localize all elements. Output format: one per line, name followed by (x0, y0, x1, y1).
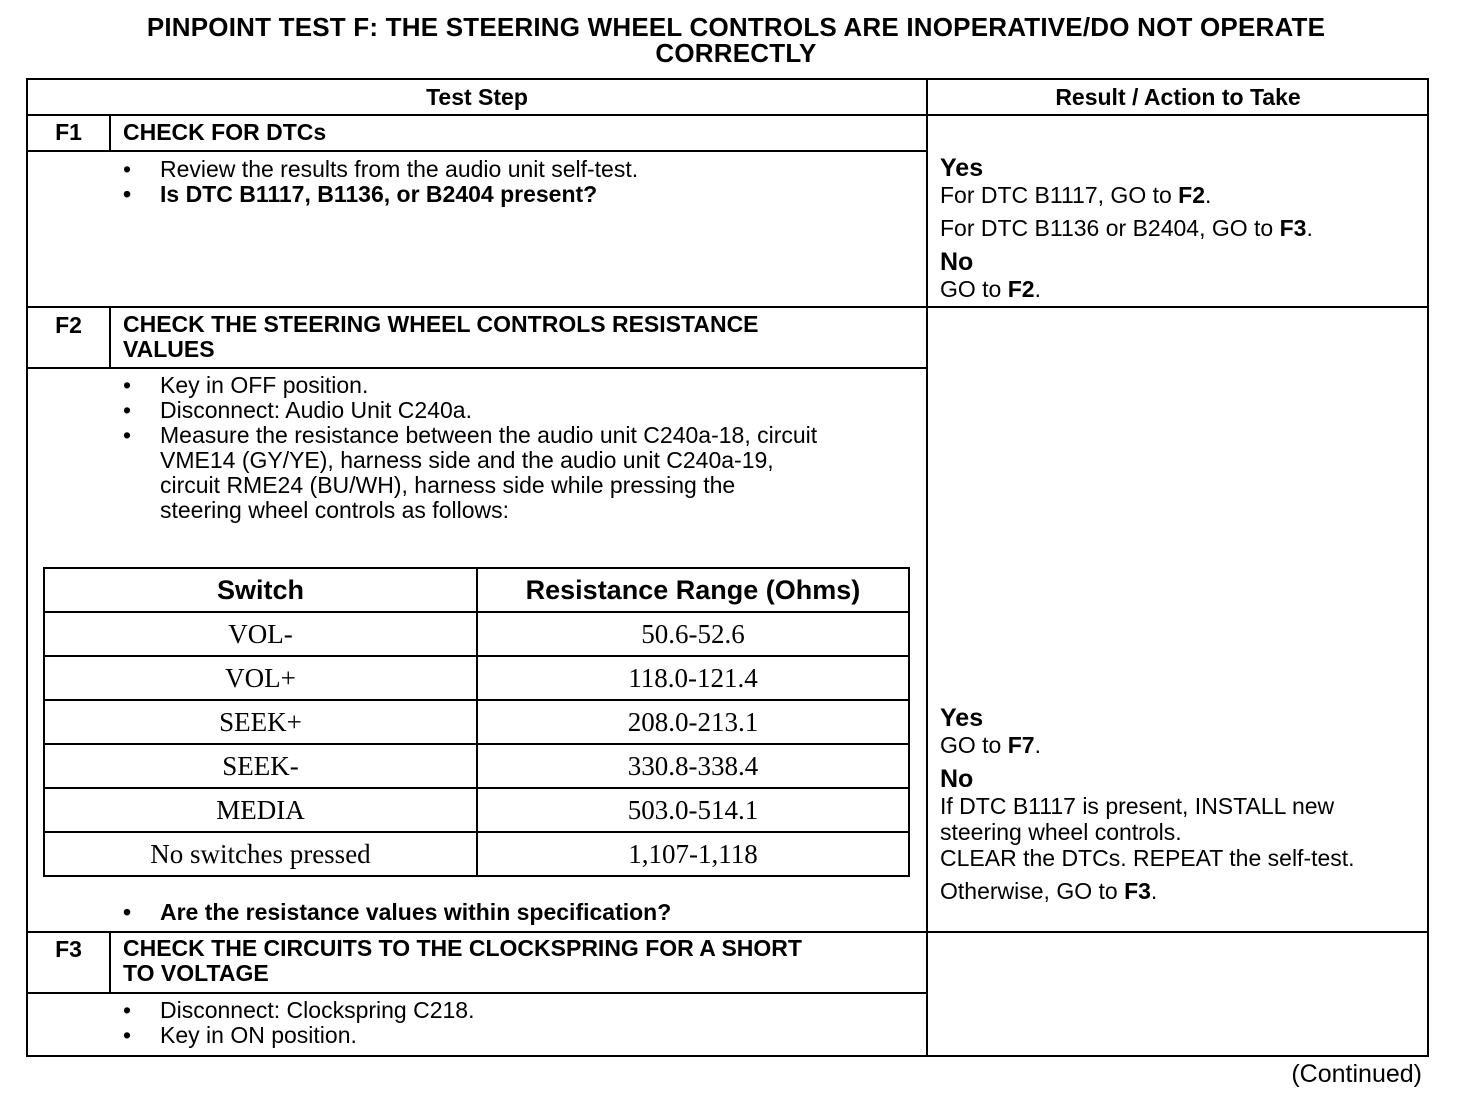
spec-header-row (44, 568, 909, 612)
f1-bullets (123, 157, 913, 207)
spec-range-cell: 118.0-121.4 (477, 656, 909, 700)
spec-header-range: Resistance Range (Ohms) (477, 568, 909, 612)
f1-result (940, 154, 1420, 302)
f2-question (123, 900, 913, 925)
header-result: Result / Action to Take (1055, 84, 1301, 110)
spec-switch-cell: No switches pressed (44, 832, 477, 876)
f2-bullet-measure (123, 423, 913, 523)
spec-switch-cell: VOL+ (44, 656, 477, 700)
f1-bullet-review: • Review the results from the audio unit self-test. (123, 157, 913, 182)
f2-yes-ref: F7 (1007, 732, 1035, 758)
spec-switch-cell: SEEK- (44, 744, 477, 788)
f2-yes-label: Yes (940, 704, 984, 732)
f2-title-divider (27, 367, 927, 369)
f2-measure-line-2: VME14 (GY/YE), harness side and the audio unit C240a-19, (160, 447, 774, 473)
f2-bullets (123, 373, 913, 523)
title-line-1: PINPOINT TEST F: THE STEERING WHEEL CONTROLS ARE INOPERATIVE/DO NOT OPERATE (146, 12, 1326, 42)
step-id-f2: F2 (55, 312, 82, 338)
f1-yes-line-2-text: For DTC B1136 or B2404, GO to (940, 215, 1280, 241)
table-row (44, 700, 909, 744)
header-divider (27, 114, 1428, 116)
f1-yes-line-1-ref: F2 (1178, 182, 1206, 208)
column-divider (926, 79, 928, 1056)
f2-no-line-3: CLEAR the DTCs. REPEAT the self-test. (940, 845, 1355, 871)
spec-header-switch: Switch (44, 568, 477, 612)
f2-no-line-4: Otherwise, GO to F3. (940, 878, 1158, 904)
spec-range-cell: 1,107-1,118 (477, 832, 909, 876)
step-title-f2-line-2: VALUES (123, 336, 215, 362)
resistance-spec-table (43, 567, 910, 877)
f1-yes-line-1-text: For DTC B1117, GO to (940, 182, 1179, 208)
f2-no-line-4-ref: F3 (1124, 878, 1151, 904)
spec-range-cell: 50.6-52.6 (477, 612, 909, 656)
step-id-f3: F3 (55, 936, 82, 962)
step-title-f3-line-2: TO VOLTAGE (123, 960, 269, 986)
f2-measure-line-4: steering wheel controls as follows: (160, 497, 509, 523)
f2-no-label: No (940, 765, 974, 793)
header-test-step: Test Step (426, 84, 528, 110)
page-title (0, 14, 1472, 66)
f1-bullet-question: • Is DTC B1117, B1136, or B2404 present? (123, 182, 913, 207)
step-id-f1: F1 (55, 119, 82, 145)
step-title-f1: CHECK FOR DTCs (123, 119, 327, 145)
f2-measure-line-1: • Measure the resistance between the audio unit C240a-18, circuit (160, 422, 818, 448)
f2-bullet-disconnect: • Disconnect: Audio Unit C240a. (123, 398, 913, 423)
f1-id-divider (109, 115, 111, 151)
f2-yes-line: GO to F7. (940, 732, 1041, 758)
row-divider-f2 (27, 306, 1428, 308)
f1-no-ref: F2 (1007, 276, 1035, 302)
f3-bullet-key-on: • Key in ON position. (123, 1023, 913, 1048)
f2-result (940, 704, 1420, 904)
f1-title-divider (27, 150, 927, 152)
f2-measure-line-3: circuit RME24 (BU/WH), harness side while pressing the (160, 472, 736, 498)
step-title-f3-line-1: CHECK THE CIRCUITS TO THE CLOCKSPRING FOR A SHORT (123, 935, 802, 961)
f1-no-text: GO to (940, 276, 1008, 302)
f2-id-divider (109, 307, 111, 368)
step-title-f3 (123, 936, 913, 986)
f2-yes-text: GO to (940, 732, 1008, 758)
f1-no-line: GO to F2. (940, 276, 1041, 302)
f1-yes-line-1: For DTC B1117, GO to F2. (940, 182, 1212, 208)
f2-no-line-1: If DTC B1117 is present, INSTALL new (940, 793, 1335, 819)
spec-switch-cell: VOL- (44, 612, 477, 656)
row-divider-f3 (27, 931, 1428, 933)
title-line-2: CORRECTLY (655, 38, 817, 68)
spec-range-cell: 330.8-338.4 (477, 744, 909, 788)
step-title-f2 (123, 312, 913, 362)
spec-range-cell: 208.0-213.1 (477, 700, 909, 744)
f1-no-label: No (940, 248, 974, 276)
f2-bullet-question: • Are the resistance values within specification? (123, 900, 913, 925)
spec-switch-cell: MEDIA (44, 788, 477, 832)
table-row (44, 744, 909, 788)
spec-switch-cell: SEEK+ (44, 700, 477, 744)
f2-bullet-key-off: • Key in OFF position. (123, 373, 913, 398)
f1-yes-label: Yes (940, 154, 984, 182)
step-title-f2-line-1: CHECK THE STEERING WHEEL CONTROLS RESISTANCE (123, 311, 759, 337)
f3-title-divider (27, 992, 927, 994)
f3-bullets (123, 998, 913, 1048)
f3-bullet-disconnect: • Disconnect: Clockspring C218. (123, 998, 913, 1023)
f1-yes-line-2: For DTC B1136 or B2404, GO to F3. (940, 215, 1313, 241)
f1-yes-line-2-ref: F3 (1279, 215, 1307, 241)
f2-no-line-2: steering wheel controls. (940, 819, 1182, 845)
f2-no-line-4-text: Otherwise, GO to (940, 878, 1125, 904)
spec-range-cell: 503.0-514.1 (477, 788, 909, 832)
f3-id-divider (109, 932, 111, 993)
table-row (44, 788, 909, 832)
table-row (44, 612, 909, 656)
continued-label: (Continued) (1291, 1060, 1422, 1088)
table-row (44, 656, 909, 700)
table-row (44, 832, 909, 876)
